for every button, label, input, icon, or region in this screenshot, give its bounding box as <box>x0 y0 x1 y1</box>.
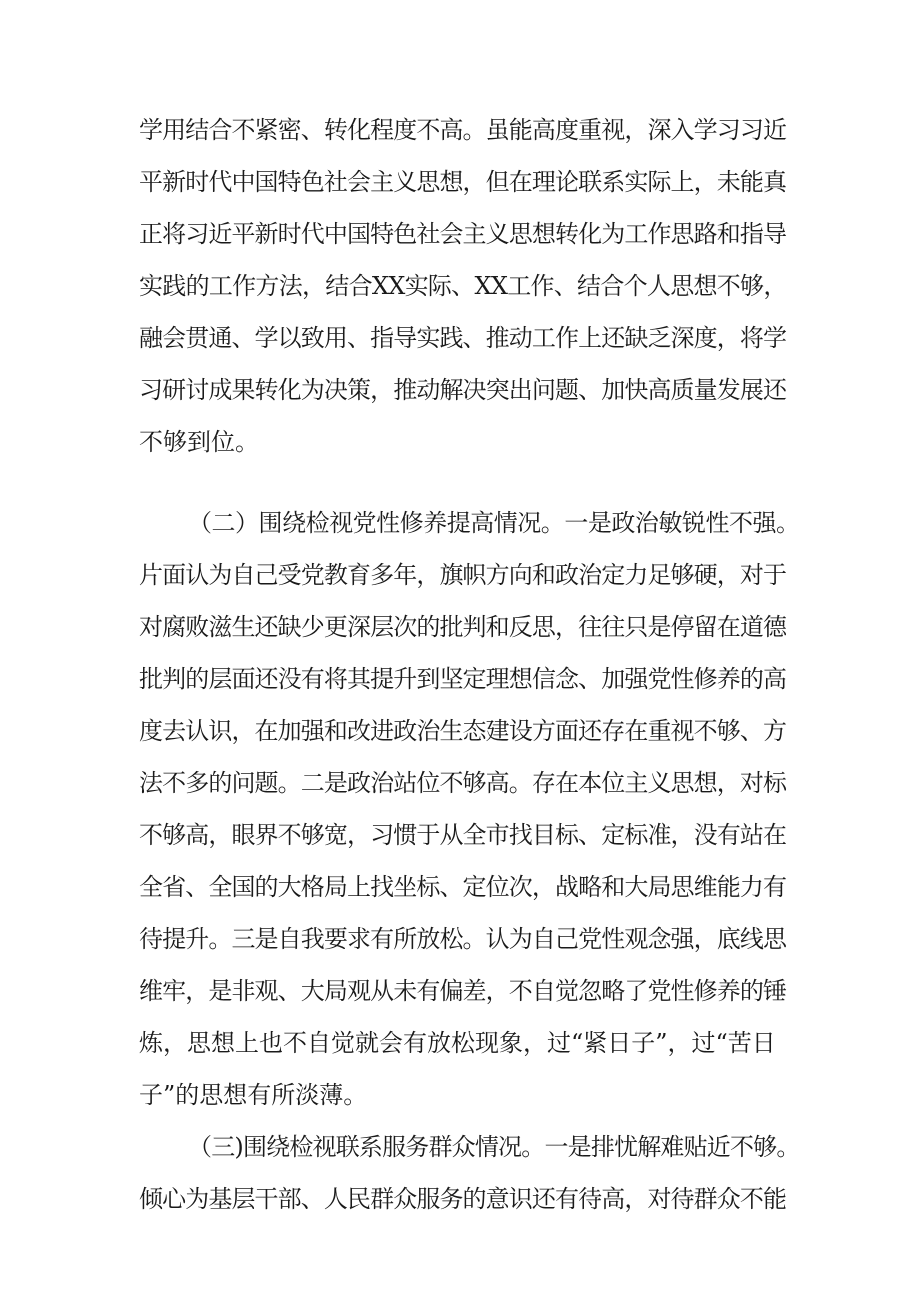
text-line: 正将习近平新时代中国特色社会主义思想转化为工作思路和指导 <box>139 220 787 248</box>
section-heading-line: （三)围绕检视联系服务群众情况。一是排忧解难贴近不够。 <box>188 1133 800 1161</box>
text-line: 平新时代中国特色社会主义思想，但在理论联系实际上，未能真 <box>139 168 787 196</box>
text-line: 实践的工作方法，结合XX实际、XX工作、结合个人思想不够， <box>139 272 787 300</box>
text-line: 批判的层面还没有将其提升到坚定理想信念、加强党性修养的高 <box>139 665 787 693</box>
section-heading-line: （二）围绕检视党性修养提高情况。一是政治敏锐性不强。 <box>188 509 800 537</box>
text-line: 待提升。三是自我要求有所放松。认为自己党性观念强，底线思 <box>139 925 787 953</box>
text-line: 学用结合不紧密、转化程度不高。虽能高度重视，深入学习习近 <box>139 116 787 144</box>
text-line: 子”的思想有所淡薄。 <box>139 1081 368 1109</box>
text-line: 习研讨成果转化为决策，推动解决突出问题、加快高质量发展还 <box>139 376 787 404</box>
text-line: 度去认识，在加强和改进政治生态建设方面还存在重视不够、方 <box>139 717 787 745</box>
text-line: 倾心为基层干部、人民群众服务的意识还有待高，对待群众不能 <box>139 1185 787 1213</box>
text-line: 维牢，是非观、大局观从未有偏差，不自觉忽略了党性修养的锤 <box>139 977 787 1005</box>
text-line: 炼，思想上也不自觉就会有放松现象，过“紧日子”，过“苦日 <box>139 1029 776 1057</box>
text-line: 不够高，眼界不够宽，习惯于从全市找目标、定标准，没有站在 <box>139 821 787 849</box>
text-line: 不够到位。 <box>139 428 259 456</box>
text-line: 全省、全国的大格局上找坐标、定位次，战略和大局思维能力有 <box>139 873 787 901</box>
text-line: 片面认为自己受党教育多年，旗帜方向和政治定力足够硬，对于 <box>139 561 787 589</box>
text-line: 法不多的问题。二是政治站位不够高。存在本位主义思想，对标 <box>139 769 787 797</box>
text-line: 融会贯通、学以致用、指导实践、推动工作上还缺乏深度，将学 <box>139 324 787 352</box>
text-line: 对腐败滋生还缺少更深层次的批判和反思，往往只是停留在道德 <box>139 613 787 641</box>
